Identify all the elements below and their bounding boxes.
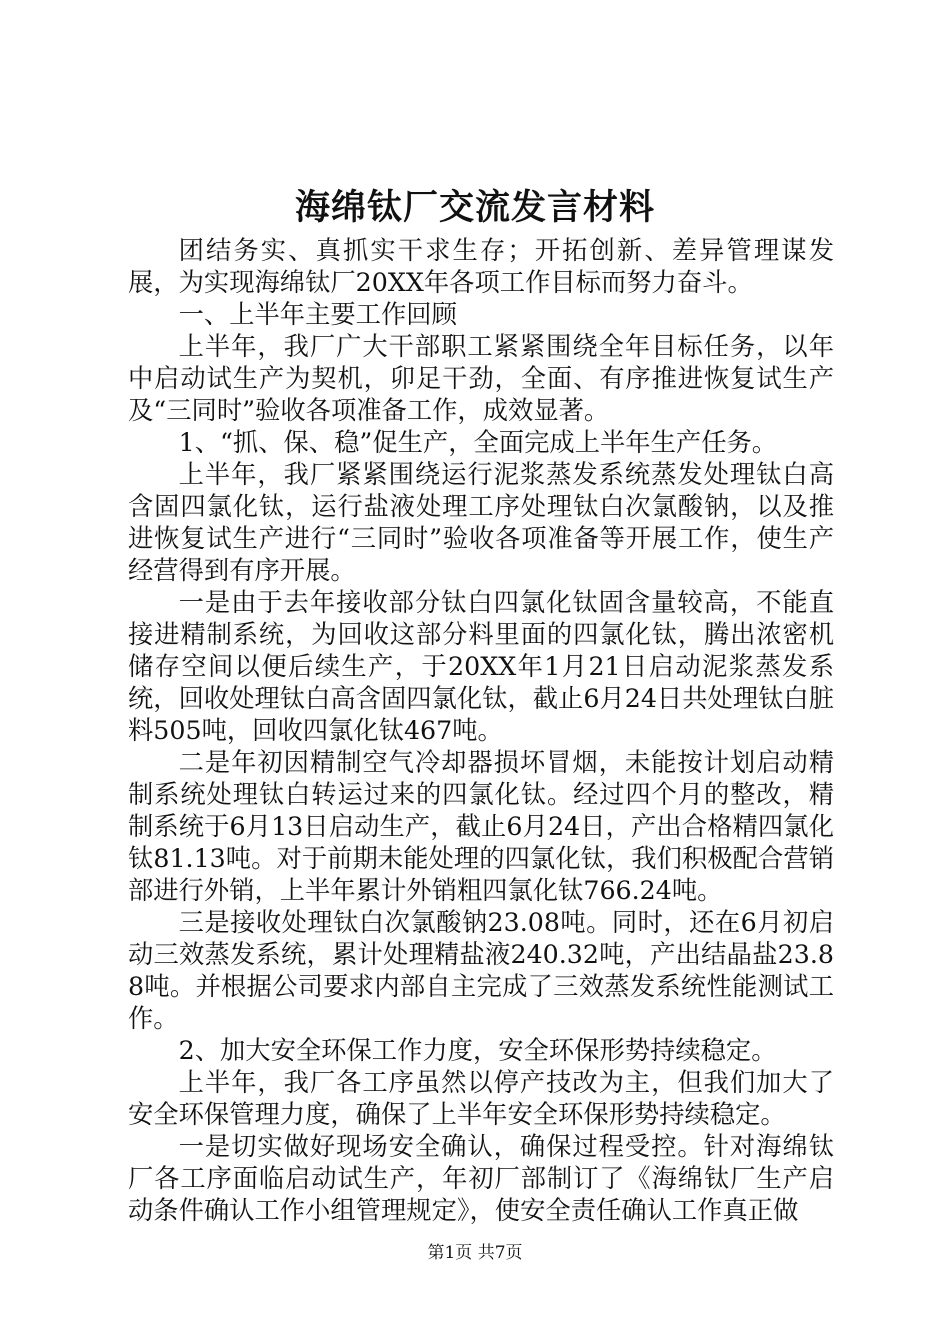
document-body xyxy=(128,235,834,1227)
paragraph-intro: 团结务实、真抓实干求生存；开拓创新、差异管理谋发展，为实现海绵钛厂20XX年各项工作目标而努力奋斗。 xyxy=(128,236,834,297)
paragraph-overview: 上半年，我厂广大干部职工紧紧围绕全年目标任务，以年中启动试生产为契机，卯足干劲，全面、有序推进恢复试生产及“三同时”验收各项准备工作，成效显著。 xyxy=(128,332,834,425)
paragraph-production: 上半年，我厂紧紧围绕运行泥浆蒸发系统蒸发处理钛白高含固四氯化钛，运行盐液处理工序处理钛白次氯酸钠，以及推进恢复试生产进行“三同时”验收各项准备等开展工作，使生产经营得到有序开展。 xyxy=(128,460,834,585)
paragraph-item-one: 一是由于去年接收部分钛白四氯化钛固含量较高，不能直接进精制系统，为回收这部分料里面的四氯化钛，腾出浓密机储存空间以便后续生产，于20XX年1月21日启动泥浆蒸发系统，回收处理钛白高含固四氯化钛，截止6月24日共处理钛白脏料505吨，回收四氯化钛467吨。 xyxy=(128,588,835,745)
section-heading-review: 一、上半年主要工作回顾 xyxy=(178,300,457,329)
document-title: 海绵钛厂交流发言材料 xyxy=(294,187,655,228)
subheading-safety: 2、加大安全环保工作力度，安全环保形势持续稳定。 xyxy=(178,1036,777,1065)
subheading-production: 1、“抓、保、稳”促生产，全面完成上半年生产任务。 xyxy=(178,428,778,457)
paragraph-safety-item-one: 一是切实做好现场安全确认，确保过程受控。针对海绵钛厂各工序面临启动试生产，年初厂部制订了《海绵钛厂生产启动条件确认工作小组管理规定》，使安全责任确认工作真正做 xyxy=(128,1132,834,1225)
page-number-footer: 第1页 共7页 xyxy=(427,1243,523,1263)
paragraph-item-two: 二是年初因精制空气冷却器损坏冒烟，未能按计划启动精制系统处理钛白转运过来的四氯化钛。经过四个月的整改，精制系统于6月13日启动生产，截止6月24日，产出合格精四氯化钛81.13吨。对于前期未能处理的四氯化钛，我们积极配合营销部进行外销，上半年累计外销粗四氯化钛766.24吨。 xyxy=(128,748,834,905)
paragraph-safety: 上半年，我厂各工序虽然以停产技改为主，但我们加大了安全环保管理力度，确保了上半年安全环保形势持续稳定。 xyxy=(128,1068,834,1129)
paragraph-item-three: 三是接收处理钛白次氯酸钠23.08吨。同时，还在6月初启动三效蒸发系统，累计处理精盐液240.32吨，产出结晶盐23.88吨。并根据公司要求内部自主完成了三效蒸发系统性能测试工作。 xyxy=(128,908,834,1033)
